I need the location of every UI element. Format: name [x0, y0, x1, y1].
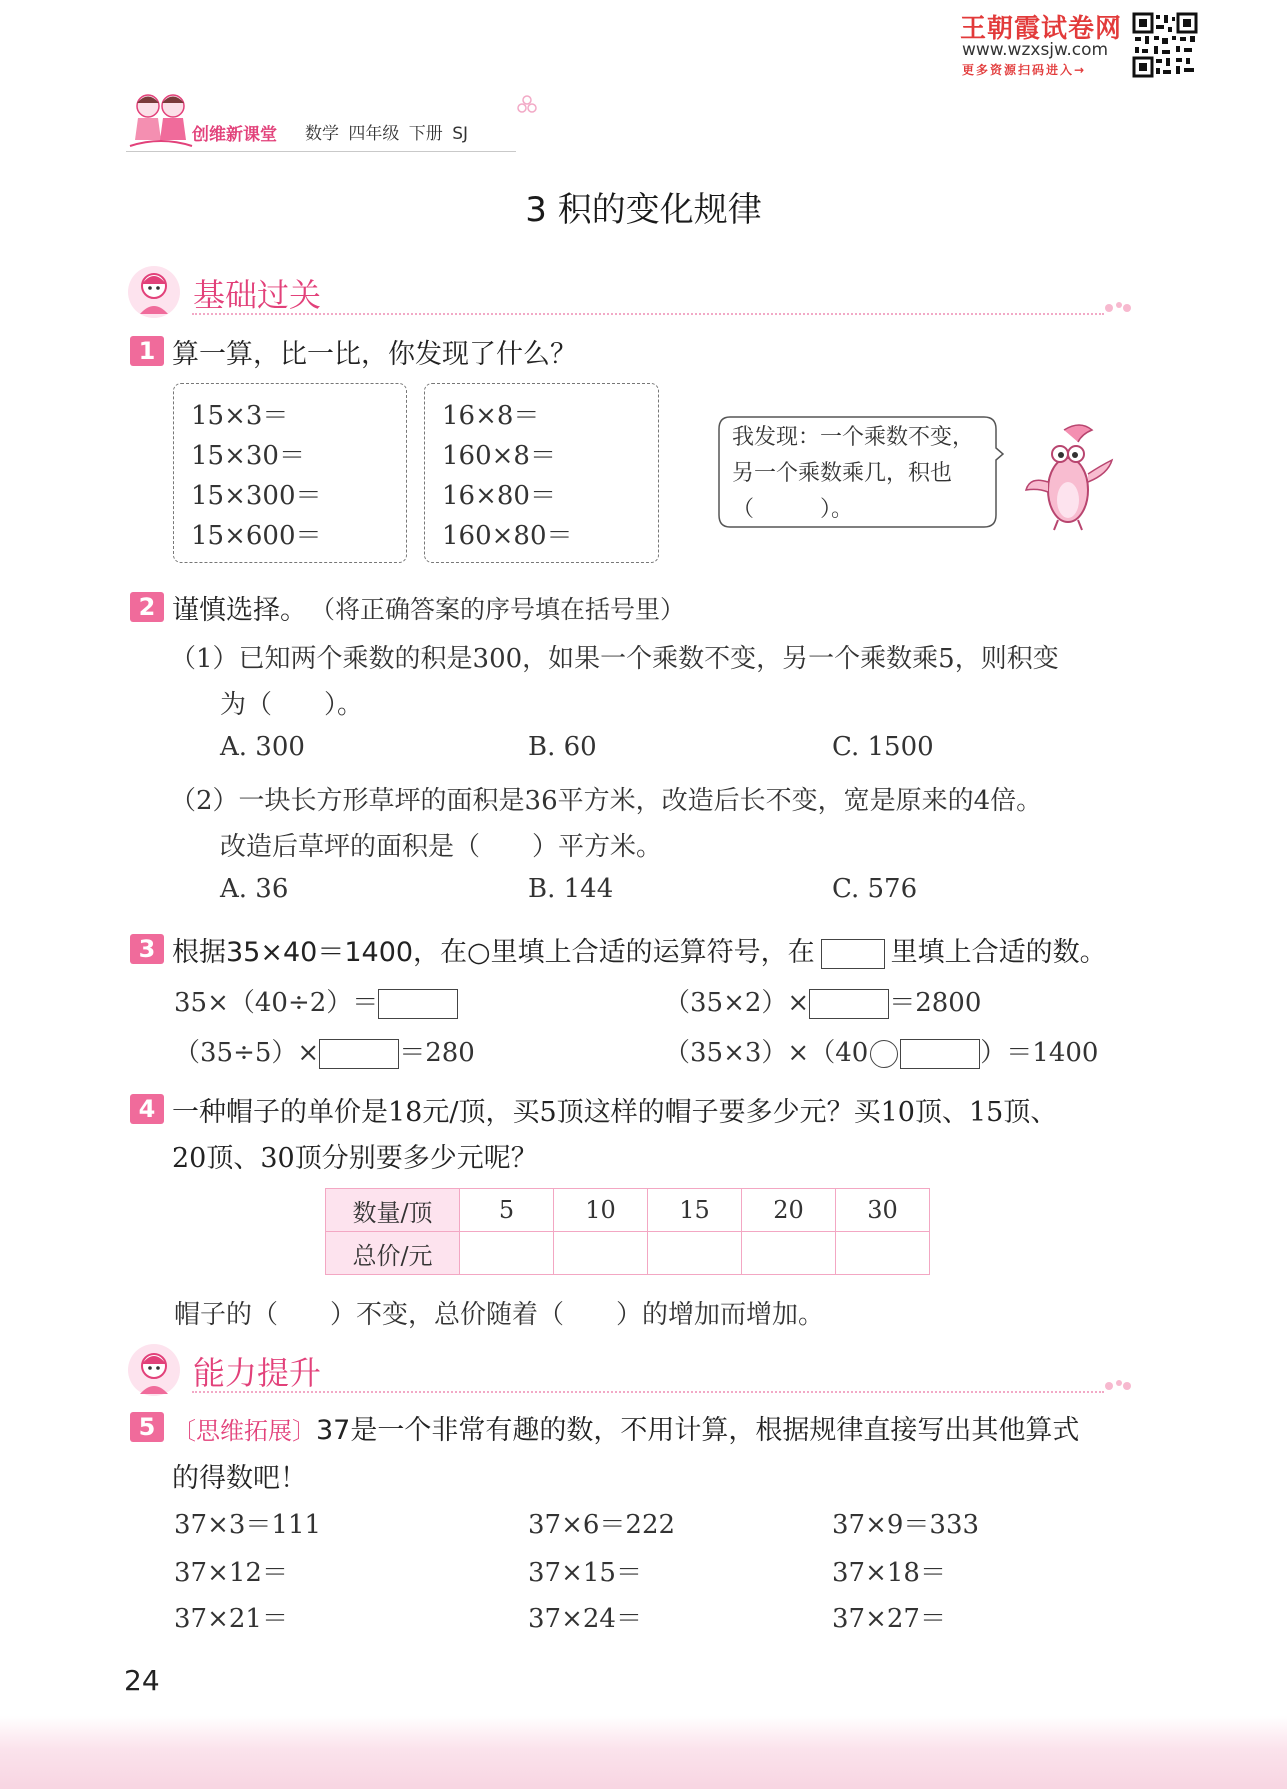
calc-item: 16×8＝: [442, 401, 540, 431]
question-part-text: 改造后草坪的面积是（ ）平方米。: [220, 832, 663, 862]
option-a: A. 300: [220, 732, 305, 762]
table-cell-answer[interactable]: [836, 1232, 930, 1275]
table-row: [326, 1189, 930, 1232]
operator-circle[interactable]: [870, 1040, 898, 1068]
table-cell-quantity: 30: [836, 1189, 930, 1232]
question-text: 谨慎选择。: [172, 595, 307, 626]
thinking-tag: 〔思维拓展〕: [172, 1417, 316, 1445]
option-b: B. 144: [528, 874, 614, 904]
question-part-text: （1）已知两个乘数的积是300，如果一个乘数不变，另一个乘数乘5，则积变: [170, 644, 1059, 674]
equation-text: ＝2800: [889, 988, 982, 1018]
bubble-line: （ ）。: [732, 497, 854, 522]
qr-code-icon[interactable]: [1132, 12, 1198, 78]
calc-group-a: [173, 383, 407, 563]
equation: 37×21＝: [174, 1604, 288, 1634]
question-part-text: （2）一块长方形草坪的面积是36平方米，改造后长不变，宽是原来的4倍。: [170, 786, 1043, 816]
brand-slogan: 更多资源扫码进入→: [962, 63, 1087, 77]
question-number: 1: [130, 336, 164, 366]
mascot-character-icon: [1020, 420, 1116, 532]
question-number: 3: [130, 934, 164, 964]
table-cell-quantity: 20: [742, 1189, 836, 1232]
answer-box[interactable]: [378, 989, 458, 1019]
equation-text: 35×（40÷2）＝: [174, 988, 379, 1018]
bubble-line: 我发现：一个乘数不变，: [732, 425, 975, 450]
table-cell-quantity: 5: [460, 1189, 554, 1232]
calc-item: 160×8＝: [442, 441, 556, 471]
equation-1: [174, 982, 458, 1019]
section-title-advanced: 能力提升: [193, 1354, 322, 1392]
calc-item: 15×30＝: [191, 441, 305, 471]
question-part-text: 为（ ）。: [220, 690, 364, 720]
series-name: 创维新课堂: [192, 125, 277, 145]
calc-item: 15×300＝: [191, 481, 322, 511]
table-cell-answer[interactable]: [648, 1232, 742, 1275]
table-cell-answer[interactable]: [554, 1232, 648, 1275]
section-title-basic: 基础过关: [193, 276, 322, 314]
equation: 37×9＝333: [832, 1510, 980, 1540]
answer-box[interactable]: [900, 1039, 980, 1069]
equation-text: （35÷5）×: [174, 1038, 320, 1068]
equation-text: （35×3）×（40: [664, 1038, 869, 1068]
question-number: 5: [130, 1412, 164, 1442]
brand-name: 王朝霞试卷网: [960, 14, 1123, 44]
section-divider: [192, 1391, 1104, 1393]
table-header-price: 总价/元: [326, 1232, 460, 1275]
page-number: 24: [124, 1664, 160, 1697]
question-text: 一种帽子的单价是18元/顶，买5顶这样的帽子要多少元？买10顶、15顶、: [172, 1097, 1058, 1128]
kids-mascot-icon: [126, 88, 196, 154]
equation-2: [664, 982, 981, 1019]
question-text: [172, 1408, 1079, 1447]
equation: 37×18＝: [832, 1558, 946, 1588]
option-c: C. 1500: [832, 732, 934, 762]
answer-box[interactable]: [319, 1039, 399, 1069]
option-a: A. 36: [220, 874, 289, 904]
equation-3: [174, 1032, 475, 1069]
question-text: 的得数吧！: [172, 1463, 307, 1494]
table-header-quantity: 数量/顶: [326, 1189, 460, 1232]
table-cell-answer[interactable]: [742, 1232, 836, 1275]
section-divider: [192, 313, 1104, 315]
calc-item: 15×3＝: [191, 401, 289, 431]
header-divider: [126, 151, 516, 152]
section-dots-icon: [1104, 1378, 1134, 1392]
equation-4: [664, 1032, 1098, 1069]
section-basic-icon: [126, 264, 182, 320]
question-hint: （将正确答案的序号填在括号里）: [310, 595, 686, 624]
question-text-part: 根据35×40＝1400，在○里填上合适的运算符号，在: [172, 937, 815, 968]
question-text-part: 里填上合适的数。: [890, 937, 1107, 968]
table-cell-quantity: 10: [554, 1189, 648, 1232]
table-cell-quantity: 15: [648, 1189, 742, 1232]
question-number: 4: [130, 1094, 164, 1124]
conclusion-text: 帽子的（ ）不变，总价随着（ ）的增加而增加。: [174, 1300, 825, 1330]
equation-text: ）＝1400: [980, 1038, 1099, 1068]
question-number: 2: [130, 592, 164, 622]
flower-decoration-icon: [516, 94, 538, 116]
calc-item: 16×80＝: [442, 481, 556, 511]
equation: 37×15＝: [528, 1558, 642, 1588]
sample-box-icon: [821, 939, 885, 969]
equation-text: ＝280: [399, 1038, 475, 1068]
option-b: B. 60: [528, 732, 597, 762]
bubble-line: 另一个乘数乘几，积也: [732, 461, 953, 486]
equation: 37×12＝: [174, 1558, 288, 1588]
price-table: [325, 1188, 930, 1275]
question-text: 算一算，比一比，你发现了什么？: [172, 339, 577, 370]
table-row: [326, 1232, 930, 1275]
calc-item: 15×600＝: [191, 521, 322, 551]
bubble-text: [732, 420, 1002, 528]
equation: 37×3＝111: [174, 1510, 322, 1540]
lesson-title: 3 积的变化规律: [525, 190, 762, 230]
option-c: C. 576: [832, 874, 918, 904]
brand-url[interactable]: www.wzxsjw.com: [962, 40, 1109, 60]
equation-text: （35×2）×: [664, 988, 810, 1018]
question-text-part: 37是一个非常有趣的数，不用计算，根据规律直接写出其他算式: [316, 1415, 1080, 1446]
question-text: [172, 930, 1107, 969]
table-cell-answer[interactable]: [460, 1232, 554, 1275]
bottom-decoration-band: [0, 1716, 1287, 1789]
section-dots-icon: [1104, 300, 1134, 314]
answer-box[interactable]: [809, 989, 889, 1019]
equation: 37×24＝: [528, 1604, 642, 1634]
section-advanced-icon: [126, 1342, 182, 1398]
calc-group-b: [424, 383, 659, 563]
equation: 37×27＝: [832, 1604, 946, 1634]
calc-item: 160×80＝: [442, 521, 573, 551]
book-info: 数学 四年级 下册 SJ: [305, 124, 469, 144]
equation: 37×6＝222: [528, 1510, 676, 1540]
question-text: 20顶、30顶分别要多少元呢？: [172, 1143, 538, 1174]
